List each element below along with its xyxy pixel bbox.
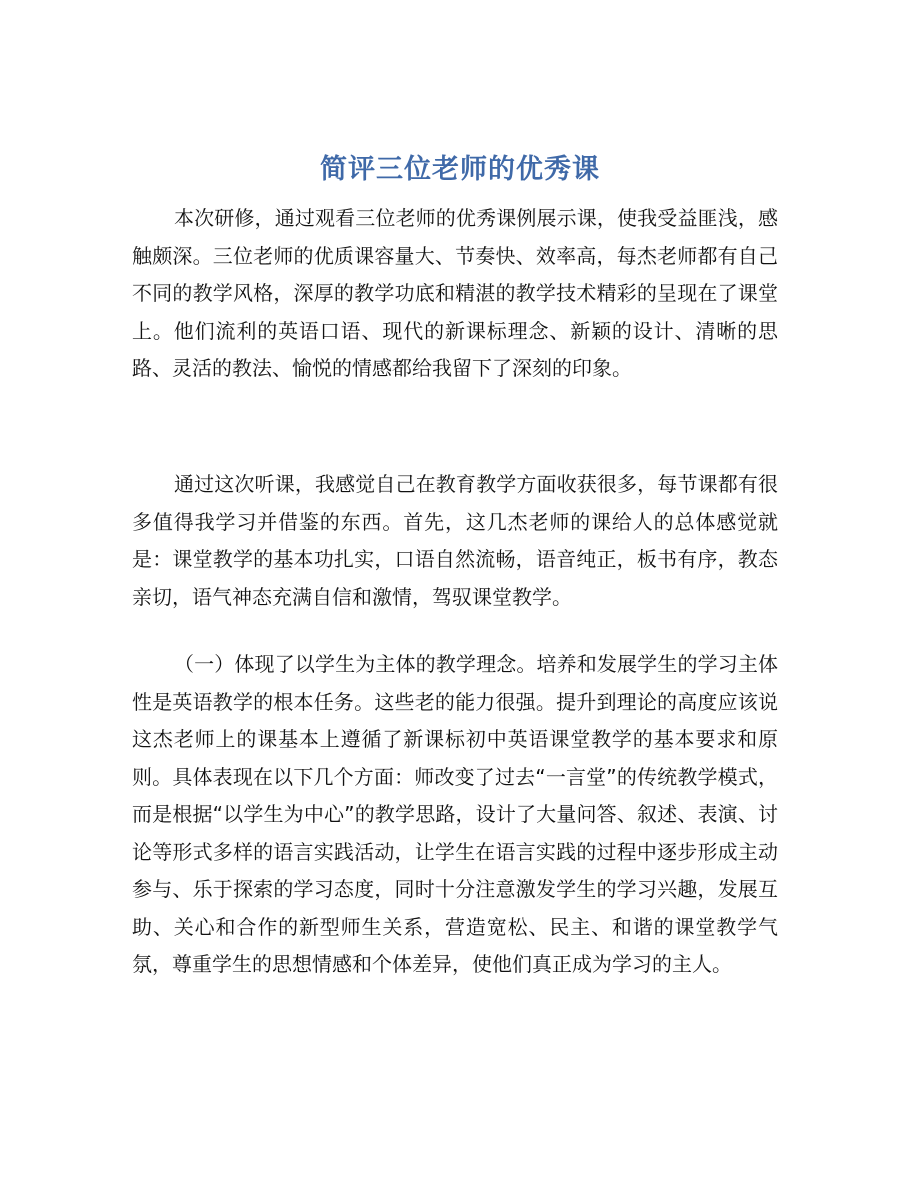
paragraph-1: 本次研修，通过观看三位老师的优秀课例展示课，使我受益匪浅，感触颇深。三位老师的优质课容量大、节奏快、效率高，每杰老师都有自己不同的教学风格，深厚的教学功底和精湛的教学技术精彩的呈现在了课堂上。他们流利的英语口语、现代的新课标理念、新颖的设计、清晰的思路、灵活的教法、愉悦的情感都给我留下了深刻的印象。 [132, 206, 778, 380]
document-title: 简评三位老师的优秀课 [320, 154, 600, 185]
paragraph-2: 通过这次听课，我感觉自己在教育教学方面收获很多，每节课都有很多值得我学习并借鉴的东西。首先，这几杰老师的课给人的总体感觉就是：课堂教学的基本功扎实，口语自然流畅，语音纯正，板书有序，教态亲切，语气神态充满自信和激情，驾驭课堂教学。 [132, 472, 778, 609]
paragraph-3: （一）体现了以学生为主体的教学理念。培养和发展学生的学习主体性是英语教学的根本任务。这些老的能力很强。提升到理论的高度应该说这杰老师上的课基本上遵循了新课标初中英语课堂教学的基本要求和原则。具体表现在以下几个方面：师改变了过去“一言堂”的传统教学模式，而是根据“以学生为中心”的教学思路，设计了大量问答、叙述、表演、讨论等形式多样的语言实践活动，让学生在语言实践的过程中逐步形成主动参与、乐于探索的学习态度，同时十分注意激发学生的学习兴趣，发展互助、关心和合作的新型师生关系，营造宽松、民主、和谐的课堂教学气氛，尊重学生的思想情感和个体差异，使他们真正成为学习的主人。 [132, 652, 778, 976]
